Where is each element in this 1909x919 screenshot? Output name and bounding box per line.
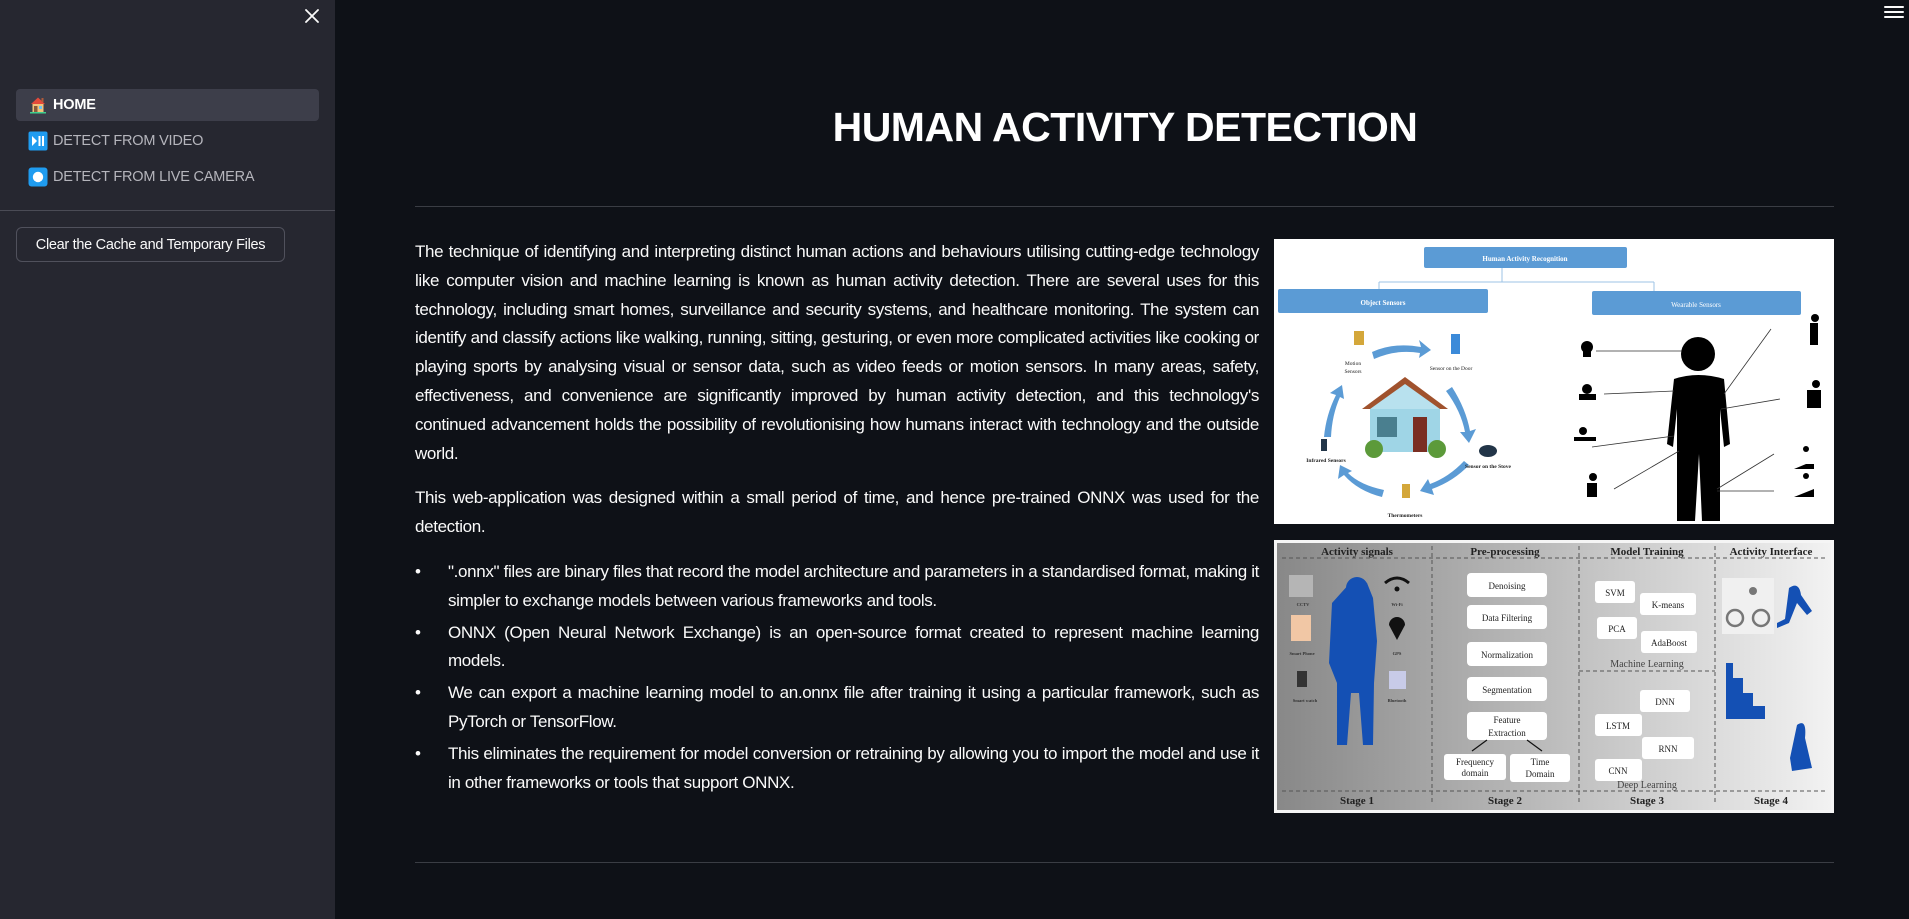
svg-text:AdaBoost: AdaBoost	[1651, 638, 1687, 648]
svg-text:Time: Time	[1530, 757, 1550, 767]
svg-text:Wi-Fi: Wi-Fi	[1391, 602, 1403, 607]
thermometers-label: Thermometers	[1387, 513, 1423, 519]
svg-text:Domain: Domain	[1525, 769, 1555, 779]
running-person-icon	[1777, 586, 1812, 628]
description-text	[415, 238, 1259, 800]
stage-header: Activity signals	[1321, 546, 1393, 558]
smart-phone-icon	[1291, 615, 1311, 641]
bottom-divider	[415, 862, 1834, 863]
nav-item-label: DETECT FROM VIDEO	[53, 133, 204, 149]
door-sensor-label: Sensor on the Door	[1429, 366, 1473, 372]
bluetooth-icon	[1389, 671, 1406, 689]
list-item: • ".onnx" files are binary files that record the model architecture and parameters in a standardised format, making it simpler to exchange models between various frameworks and tools.	[415, 558, 1259, 616]
stage-label: Stage 1	[1340, 795, 1374, 807]
gps-pin-icon	[1389, 617, 1405, 640]
svg-text:CNN: CNN	[1608, 766, 1628, 776]
close-icon	[305, 9, 319, 23]
wearable-sensors-label: Wearable Sensors	[1671, 301, 1721, 309]
top-divider	[415, 206, 1834, 207]
stage-label: Stage 4	[1754, 795, 1788, 807]
cctv-icon	[1289, 575, 1313, 597]
svg-text:SVM: SVM	[1605, 588, 1625, 598]
svg-text:domain: domain	[1461, 768, 1489, 778]
svg-text:DNN: DNN	[1655, 697, 1675, 707]
list-item: • ONNX (Open Neural Network Exchange) is an open-source format created to represent machine learning models.	[415, 619, 1259, 677]
main-menu-button[interactable]	[1884, 6, 1904, 22]
activity-interface-icons	[1722, 578, 1812, 771]
svg-text:K-means: K-means	[1651, 600, 1685, 610]
diagram-root-label: Human Activity Recognition	[1482, 255, 1568, 263]
svg-text:Segmentation: Segmentation	[1482, 685, 1532, 695]
close-sidebar-button[interactable]	[300, 4, 324, 28]
svg-text:Extraction: Extraction	[1488, 728, 1526, 738]
stage-header: Activity Interface	[1729, 546, 1813, 558]
svg-text:Normalization: Normalization	[1481, 650, 1533, 660]
intro-paragraph: The technique of identifying and interpreting distinct human actions and behaviours utilising cutting-edge technology like computer vision and machine learning is known as human activity detection. There are several uses for this technology, including smart homes, surveillance and security systems, and healthcare monitoring. The system can identify and classify actions like walking, running, sitting, gesturing, or even more complicated activities like cooking or playing sports by analysing visual or sensor data, such as video feeds or motion sensors. In many areas, safety, effectiveness, and convenience are significantly improved by human activity detection, and this technology's continued advancement holds the possibility of revolutionising how humans interact with technology and the outside world.	[415, 242, 1259, 463]
svg-text:Frequency: Frequency	[1456, 757, 1494, 767]
nav-item-label: DETECT FROM LIVE CAMERA	[53, 169, 255, 185]
har-sensors-diagram-image	[1274, 239, 1834, 524]
hamburger-menu-icon	[1884, 6, 1904, 18]
motion-sensors-label: Motion	[1344, 361, 1362, 367]
svg-text:Feature: Feature	[1493, 715, 1521, 725]
house-icon	[1362, 377, 1448, 458]
clear-cache-button[interactable]: Clear the Cache and Temporary Files	[16, 227, 285, 262]
sidebar-nav	[16, 89, 319, 197]
stage-header: Pre-processing	[1470, 546, 1540, 558]
svg-text:GPS: GPS	[1392, 651, 1402, 656]
stage-header: Model Training	[1610, 546, 1684, 558]
svg-text:Bluetooth: Bluetooth	[1387, 698, 1407, 703]
svg-text:RNN: RNN	[1658, 744, 1678, 754]
smart-watch-icon	[1297, 671, 1307, 687]
stage-label: Stage 3	[1630, 795, 1664, 807]
kneeling-person-icon	[1790, 723, 1812, 771]
play-pause-icon	[28, 131, 48, 151]
onnx-bullet-list	[415, 558, 1259, 797]
svg-text:Data Filtering: Data Filtering	[1481, 613, 1533, 623]
sidebar	[0, 0, 335, 919]
svg-text:Smart Phone: Smart Phone	[1289, 651, 1315, 656]
svg-text:CCTV: CCTV	[1296, 602, 1310, 607]
svg-text:Deep Learning: Deep Learning	[1617, 780, 1677, 791]
onnx-paragraph: This web-application was designed within a small period of time, and hence pre-trained ONNX was used for the detection.	[415, 488, 1259, 537]
stage-label: Stage 2	[1488, 795, 1522, 807]
svg-text:PCA: PCA	[1608, 624, 1626, 634]
list-item: • We can export a machine learning model to an.onnx file after training it using a particular framework, such as PyTorch or TensorFlow.	[415, 679, 1259, 737]
nav-item-detect-video[interactable]	[16, 125, 319, 157]
svg-text:Denoising: Denoising	[1488, 581, 1526, 591]
person-silhouette-icon	[1667, 337, 1730, 521]
nav-item-label: HOME	[53, 97, 96, 113]
sidebar-divider	[0, 210, 335, 211]
har-pipeline-stages-image	[1274, 540, 1834, 813]
svg-text:Sensors: Sensors	[1344, 369, 1362, 375]
page-title: HUMAN ACTIVITY DETECTION	[832, 104, 1418, 150]
list-item: • This eliminates the requirement for model conversion or retraining by allowing you to import the model and use it in other frameworks or tools that support ONNX.	[415, 740, 1259, 798]
object-sensors-label: Object Sensors	[1360, 299, 1406, 307]
house-icon	[28, 95, 48, 115]
svg-text:Smart watch: Smart watch	[1292, 698, 1318, 703]
record-button-icon	[28, 167, 48, 187]
svg-text:LSTM: LSTM	[1605, 721, 1631, 731]
nav-item-home[interactable]	[16, 89, 319, 121]
infrared-sensors-label: Infrared Sensors	[1306, 458, 1346, 464]
wifi-icon	[1385, 578, 1409, 583]
svg-text:Machine Learning: Machine Learning	[1610, 659, 1684, 670]
stairs-icon	[1726, 663, 1765, 719]
person-silhouette-icon	[1329, 580, 1377, 745]
stove-sensor-label: Sensor on the Stove	[1465, 464, 1511, 470]
nav-item-detect-live-camera[interactable]	[16, 161, 319, 193]
